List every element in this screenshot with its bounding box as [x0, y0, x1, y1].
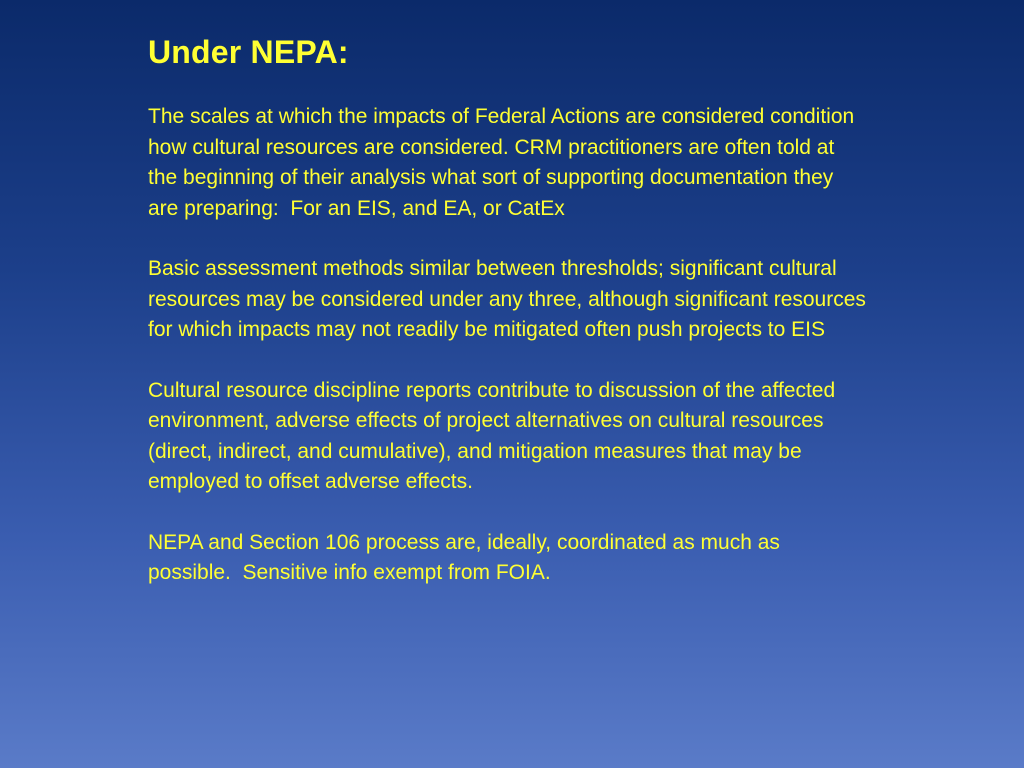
slide-title: Under NEPA: — [148, 34, 349, 70]
slide-content — [148, 32, 872, 619]
paragraph-discipline-reports: Cultural resource discipline reports contribute to discussion of the affected environment, adverse effects of project alternatives on cultural resources (direct, indirect, and cumulative), and mitigation measures that may be employed to offset adverse effects. — [148, 378, 841, 493]
paragraph-assessment-methods: Basic assessment methods similar between thresholds; significant cultural resources may be considered under any three, although significant resources for which impacts may not readily be mitigated often push projects to EIS — [148, 257, 872, 341]
paragraph-eis-scales: The scales at which the impacts of Federal Actions are considered condition how cultural resources are considered. CRM practitioners are often told at the beginning of their analysis what sort of supporting documentation they are preparing: For an EIS, and EA, or CatEx — [148, 105, 861, 220]
paragraph-nepa-section-106: NEPA and Section 106 process are, ideally, coordinated as much as possible. Sensitive info exempt from FOIA. — [148, 530, 786, 584]
